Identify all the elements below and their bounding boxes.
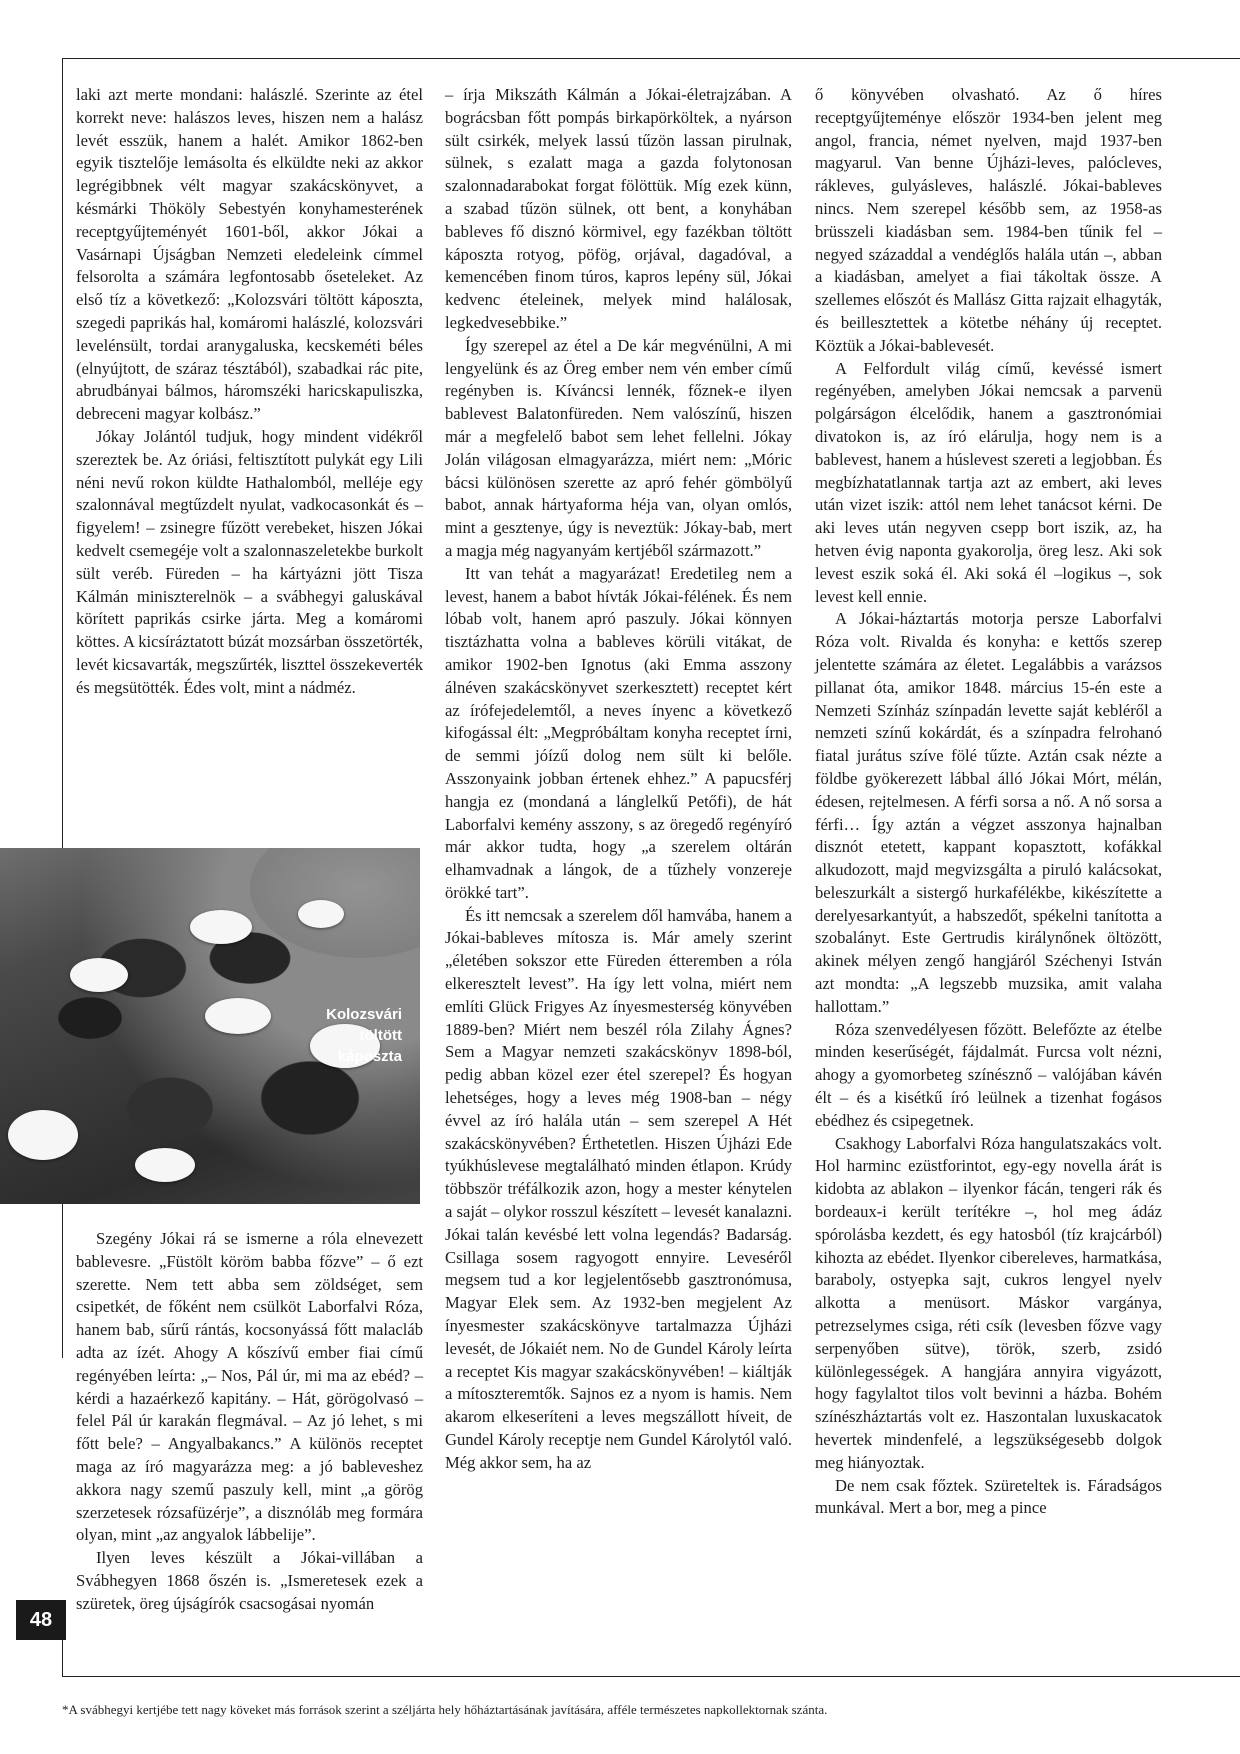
paragraph: A Felfordult világ című, kevéssé ismert regényében, amelyben Jókai nemcsak a parvenü polgárságon élcelődik, hanem a gasztronómiai divatokon is, az író elárulja, hogy nem is a bablevest, hanem a húslevest szereti a legjobban. És megbízhatatlannak tartja azt az embert, aki leves után vizet iszik: attól nem lehet tanácsot kérni. De aki leves után negyven csepp bort iszik, az, ha hetven évig naponta gyakorolja, öreg lesz. Aki sok levest eszik soká él. Aki soká él –logikus –, sok levest kell ennie. [815,358,1162,606]
stuffed-cabbage-photo [0,848,420,1204]
caption-line: káposzta [337,1048,402,1065]
column-1-bottom [76,1228,423,1616]
caption-line: Kolozsvári [326,1006,402,1023]
caption-line: töltött [359,1027,402,1044]
column-2 [445,84,792,1475]
paragraph: A Jókai-háztartás motorja persze Laborfalvi Róza volt. Rivalda és konyha: e kettős szerep jelentette számára az életet. Legalábbis a varázsos pillanat óta, amikor 1848. március 15-én este a Nemzeti Színház színpadán levette saját kebléről a nemzeti színű kokárdát, és a színpadra felrohanó fiatal jurátus szíve fölé tűzte. Aztán csak nézte a földbe gyökerezett lábbal álló Jókai Mórt, mélán, édesen, rejtelmesen. A férfi sorsa a nő. A nő sorsa a férfi… Így aztán a végzet asszonya hajnalban disznót etetett, kappant kopasztott, kofákkal alkudozott, majd megvizsgálta a piruló kalácsokat, beleszurkált a sistergő hurkafélékbe, kikészítette a derelyesarkantyút, a habszedőt, spékelni tanította a szobalányt. Este Gertrudis királynőnek öltözött, akinek mélyen zengő hangjáról Széchenyi István azt mondta: „A legszebb muzsika, amit valaha hallottam.” [815,609,1162,1016]
paragraph: Csakhogy Laborfalvi Róza hangulatszakács volt. Hol harminc ezüstforintot, egy-egy novella árát is kidobta az ablakon – ilyenkor fácán, tengeri rák és bordeaux-i került terítékre –, hol meg ádáz spórolásba kezdett, és egy hatosból (tíz krajcárból) kihozta az ebédet. Ilyenkor cibereleves, harmatkása, baraboly, ostyepka sajt, cukros lengyel nyelv alkotta a menüsort. Máskor vargánya, petrezselymes csiga, réti csík (levesben főzve vagy serpenyőben sütve), török, szerb, zsidó különlegességek. A hangjára annyira vigyázott, hogy fagylaltot tilos volt bevinni a házba. Bohém színészháztartás volt ez. Haszontalan luxuskacatok hevertek mindenfelé, a legszükségesebb dolgok meg hiányoztak. [815,1133,1162,1472]
sour-cream-dollop [70,958,128,992]
paragraph: – írja Mikszáth Kálmán a Jókai-életrajzában. A bográcsban főtt pompás birkapörköltek, a nyárson sült csirkék, melyek lassú tűzön lassan pirulnak, sülnek, s ezalatt maga a gazda folytonosan szalonnadarabokat forgat fölöttük. Míg ezek künn, a szabad tűzön sülnek, ott bent, a konyhában bableves fő disznó körmivel, egy fazékban töltött káposzta rotyog, pöfög, orjával, dagadóval, a kemencében finom túros, kapros lepény sül, Jókai kedvenc ételeinek, melyek mind halálosak, legkedvesebbike.” [445,85,792,332]
sour-cream-dollop [190,910,252,944]
sour-cream-dollop [135,1148,195,1182]
frame-top-rule [62,58,1240,59]
paragraph: Szegény Jókai rá se ismerne a róla elnevezett bablevesre. „Füstölt köröm babba főzve” – ő ezt szerette. Nem tett abba sem zöldséget, sem csipetkét, de főként nem csülköt Laborfalvi Róza, hanem bab, sűrű rántás, kocsonyássá főtt malacláb adta az ízét. Ahogy A kőszívű ember fiai című regényében leírta: „– Nos, Pál úr, mi ma az ebéd? – kérdi a hazaérkező kapitány. – Hát, görögolvasó – felel Pál úr karakán flegmával. – Az jó lehet, s mi főtt bele? – Angyalbakancs.” A különös receptet maga az író magyarázza meg: a jó bableveshez akkora nagy szemű paszuly kell, mint „a görög szerzetesek rózsafüzérje”, a disznóláb meg formára olyan, mint „az angyalok lábbelije”. [76,1229,423,1545]
paragraph: Itt van tehát a magyarázat! Eredetileg nem a levest, hanem a babot hívták Jókai-félének. És nem lóbab volt, hanem apró paszuly. Jókai könnyen tisztázhatta volna a bableves körüli vitákat, de amikor 1902-ben Ignotus (aki Emma asszony álnéven szakácskönyvet szerkesztett) receptet kért az írófejedelemtől, a neves ínyenc a következő kifogással élt: „Megpróbáltam konyha receptet írni, de semmi jóízű dolog nem sült ki belőle. Asszonyaink jobban értenek ehhez.” A papucsférj hangja ez (mondaná a lánglelkű Petőfi), de hát Laborfalvi kemény asszony, s az öregedő regényíró már akkor tudta, hogy „a szerelem oltárán elhamvadnak a lángok, de a tűzhely vonzereje örökké tart”. [445,563,792,902]
frame-left-rule-lower [62,1640,63,1676]
column-1-top [76,84,423,700]
frame-bottom-rule [62,1676,1240,1677]
footnote: *A svábhegyi kertjébe tett nagy köveket más források szerint a széljárta hely hőháztartásának javítására, afféle természetes napkollektornak szánta. [62,1702,828,1717]
sour-cream-dollop [298,900,344,928]
paragraph: Ilyen leves készült a Jókai-villában a Svábhegyen 1868 őszén is. „Ismeretesek ezek a szüretek, öreg újságírók csacsogásai nyomán [76,1548,423,1613]
paragraph: laki azt merte mondani: halászlé. Szerinte az étel korrekt neve: halászos leves, hiszen nem a halász levét esszük, hanem a halét. Amikor 1862-ben egyik tisztelője lemásolta és elküldte neki az akkor legrégibbnek vélt magyar szakácskönyvet, a késmárki Thököly Sebestyén konyhamesterének receptgyűjteményét 1601-ből, akkor Jókai a Vasárnapi Újságban Nemzeti eledeleink címmel felsorolta a számára legfontosabb őseteleket. Az első tíz a következő: „Kolozsvári töltött káposzta, szegedi paprikás hal, komáromi halászlé, kolozsvári levelénsült, tordai aranygaluska, kecskeméti béles (elnyújtott, de száraz tésztából), szabadkai rác pite, abrudbányai bálmos, háromszéki haricskapuliszka, debreceni magyar kolbász.” [76,85,423,424]
sour-cream-dollop [8,1110,78,1160]
paragraph: Így szerepel az étel a De kár megvénülni, A mi lengyelünk és az Öreg ember nem vén ember című regényben is. Kíváncsi lennék, főznek-e ilyen bablevest Balatonfüreden. Nem valószínű, hiszen már a megfelelő babot sem lehet fellelni. Jókay Jolán világosan elmagyarázza, miért nem: „Móric bácsi különösen szerette az apró fehér gömbölyű babot, annak hártyaforma héja van, olyan omlós, mint a gesztenye, úgy is neveztük: Jókay-bab, mert a magja még nagyanyám kertjéből származott.” [445,335,792,560]
paragraph: És itt nemcsak a szerelem dől hamvába, hanem a Jókai-bableves mítosza is. Már amely szerint „életében sokszor ette Füreden étteremben a róla elkeresztelt levest”. Ha így lett volna, miért nem említi Glück Frigyes Az ínyesmesterség könyvében 1889-ben? Miért nem beszél róla Zilahy Ágnes? Sem a Magyar nemzeti szakácskönyv 1898-ból, pedig abban közel ezer étel szerepel? És hogyan lehetséges, hogy a leves még 1908-ban – négy évvel az író halála után – sem szerepel A Hét szakácskönyvében? Érthetetlen. Hiszen Újházi Ede tyúkhúslevese megtalálható minden étlapon. Krúdy többször tréfálkozik azon, hogy a mester kénytelen a saját – olykor rosszul készített – levesét kanalazni. Jókai talán kevésbé lett volna legendás? Badarság. Csillaga sosem ragyogott ennyire. Leveséről megsem tud a kor legjelentősebb gasztronómusa, Magyar Elek sem. Az 1932-ben megjelent Az ínyesmester szakácskönyve tartalmazza Újházi levesét, de Jókaiét nem. No de Gundel Károly leírta a receptet Kis magyar szakácskönyvében! – kiáltják a mítoszteremtők. Sajnos ez a nyom is hamis. Nem akarom elkeseríteni a leves megszállott híveit, de Gundel Károly receptje nem Gundel Károlytól való. Még akkor sem, ha az [445,905,792,1472]
sour-cream-dollop [205,998,271,1034]
paragraph: Jókay Jolántól tudjuk, hogy mindent vidékről szereztek be. Az óriási, feltisztított pulykát egy Lili néni nevű rokon küldte Hathalomból, melléje egy szalonnával megtűzdelt nyulat, vadkocasonkát és – figyelem! – zsinegre fűzött verebeket, hiszen Jókai kedvelt csemegéje volt a szalonnaszeletekbe burkolt sült veréb. Füreden – ha kártyázni jött Tisza Kálmán miniszterelnök – a svábhegyi galuskával körített paprikás csirke járta. Meg a komáromi köttes. A kicsíráztatott búzát mozsárban összetörték, levét kicsavarták, megszűrték, liszttel összekeverték és megsütötték. Édes volt, mint a nádméz. [76,426,423,697]
paragraph: ő könyvében olvasható. Az ő híres receptgyűjteménye először 1934-ben jelent meg angol, francia, német nyelven, majd 1937-ben magyarul. Van benne Újházi-leves, palócleves, rákleves, gulyásleves, halászlé. Jókai-bableves nincs. Nem szerepel később sem, az 1958-as brüsszeli kiadásban sem. 1984-ben tűnik fel – negyed századdal a vendéglős halála után –, abban a kiadásban, amelyet a fiai tákoltak össze. A szellemes előszót és Mallász Gitta rajzait elhagyták, és beillesztettek a kötetbe néhány új receptet. Köztük a Jókai-bablevesét. [815,85,1162,355]
paragraph: De nem csak főztek. Szüreteltek is. Fáradságos munkával. Mert a bor, meg a pince [815,1475,1162,1518]
paragraph: Róza szenvedélyesen főzött. Belefőzte az ételbe minden keserűségét, fájdalmát. Furcsa volt nézni, ahogy a gyomorbeteg színésznő – valójában kávén élt – és a kisétkű író leülnek a tizenhat fogásos ebédhez és csipegetnek. [815,1019,1162,1130]
page-number: 48 [16,1600,66,1640]
photo-caption [282,1004,402,1067]
column-3 [815,84,1162,1520]
